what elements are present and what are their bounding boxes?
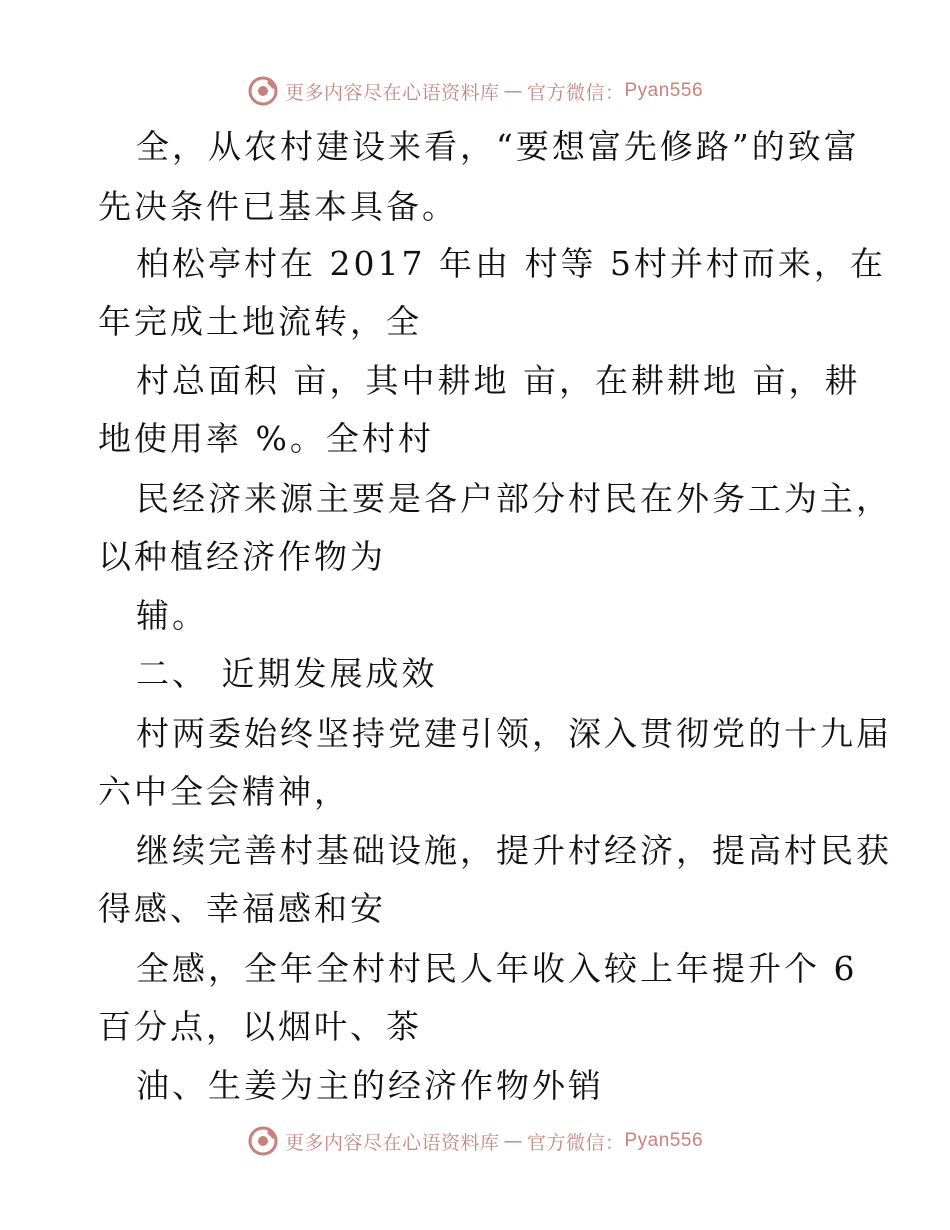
watermark-dash: — xyxy=(503,1130,523,1152)
watermark-brand: 更多内容尽在心语资料库 xyxy=(284,81,500,104)
text-line: 先决条件已基本具备。 xyxy=(98,187,458,226)
text-line: 辅。 xyxy=(136,596,208,635)
text-line: 村两委始终坚持党建引领，深入贯彻党的十九届 xyxy=(136,714,892,753)
watermark-dash: — xyxy=(503,80,523,102)
watermark-brand: 更多内容尽在心语资料库 xyxy=(284,1131,500,1154)
section-heading: 二、 近期发展成效 xyxy=(136,654,438,693)
text-line: 继续完善村基础设施，提升村经济，提高村民获 xyxy=(136,831,892,870)
text-line: 全感，全年全村村民人年收入较上年提升个 6 xyxy=(136,949,858,988)
watermark-wechat-id: Pyan556 xyxy=(624,1130,704,1151)
text-line: 柏松亭村在 2017 年由 村等 5村并村而来，在 xyxy=(136,244,886,283)
footer-watermark xyxy=(0,1124,950,1158)
text-line: 地使用率 %。全村村 xyxy=(98,419,434,458)
watermark-wechat-id: Pyan556 xyxy=(624,80,704,101)
text-line: 油、生姜为主的经济作物外销 xyxy=(136,1066,604,1105)
stamp-logo-icon xyxy=(247,1125,279,1157)
text-line: 六中全会精神， xyxy=(98,772,350,811)
text-line: 得感、幸福感和安 xyxy=(98,889,386,928)
watermark-wechat-label: 官方微信： xyxy=(526,1131,625,1154)
text-line: 全，从农村建设来看，“要想富先修路”的致富 xyxy=(136,127,860,166)
text-line: 百分点，以烟叶、茶 xyxy=(98,1007,422,1046)
watermark-wechat-label: 官方微信： xyxy=(526,81,625,104)
text-line: 以种植经济作物为 xyxy=(98,537,386,576)
text-line: 村总面积 亩，其中耕地 亩，在耕耕地 亩，耕 xyxy=(136,361,861,400)
text-line: 年完成土地流转，全 xyxy=(98,302,422,341)
text-line: 民经济来源主要是各户部分村民在外务工为主， xyxy=(136,479,892,518)
